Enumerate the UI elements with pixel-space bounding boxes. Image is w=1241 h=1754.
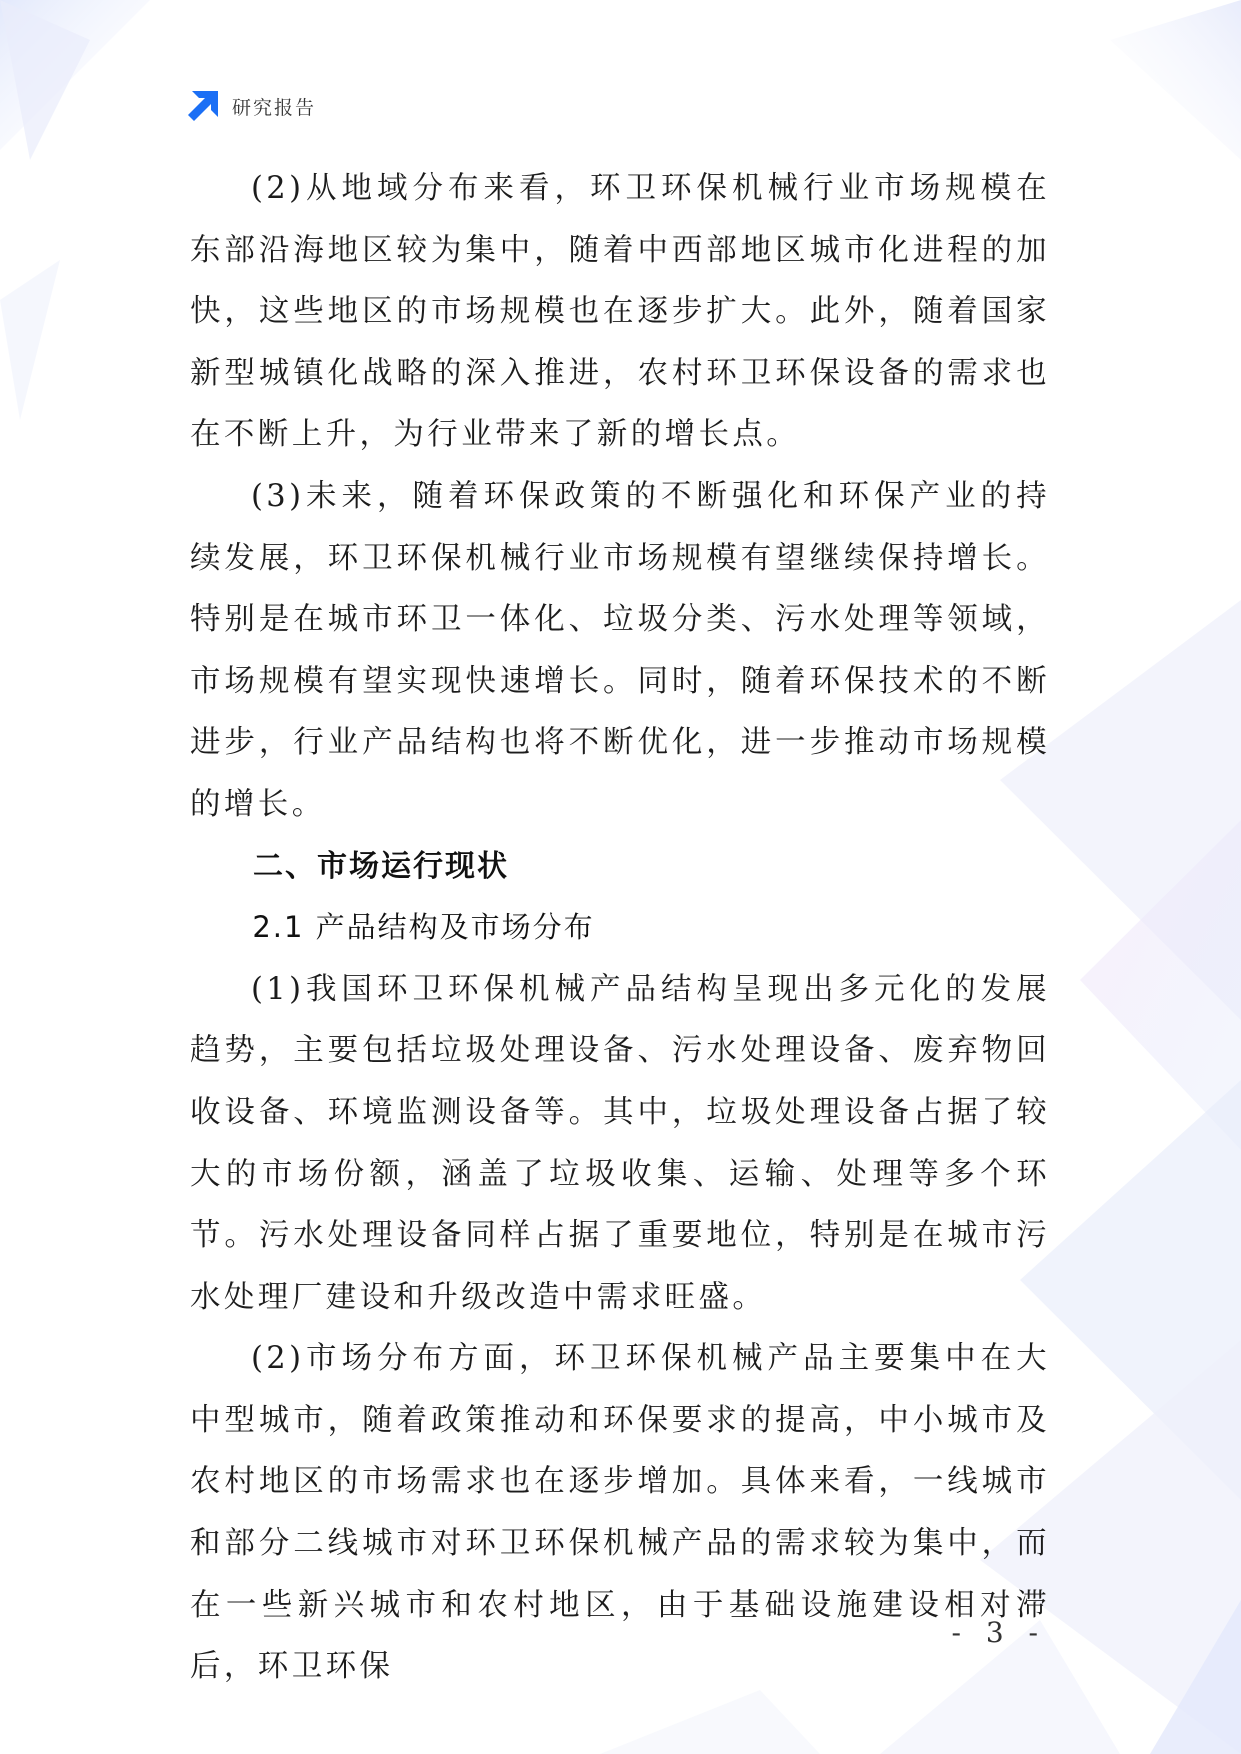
subsection-heading: 2.1 产品结构及市场分布 xyxy=(252,910,595,945)
paragraph: (3)未来，随着环保政策的不断强化和环保产业的持续发展，环卫环保机械行业市场规模有望继续保持增长。特别是在城市环卫一体化、垃圾分类、污水处理等领域，市场规模有望实现快速增长。同时，随着环保技术的不断进步，行业产品结构也将不断优化，进一步推动市场规模的增长。 xyxy=(190,478,1050,822)
report-header xyxy=(186,88,316,124)
page-number: - 3 - xyxy=(951,1616,1046,1649)
arrow-logo-icon xyxy=(186,89,220,123)
section-heading: 二、市场运行现状 xyxy=(253,848,509,884)
header-label: 研究报告 xyxy=(232,96,317,119)
document-body xyxy=(190,158,1050,1698)
paragraph: (2)市场分布方面，环卫环保机械产品主要集中在大中型城市，随着政策推动和环保要求的提高，中小城市及农村地区的市场需求也在逐步增加。具体来看，一线城市和部分二线城市对环卫环保机械产品的需求较为集中，而在一些新兴城市和农村地区，由于基础设施建设相对滞后，环卫环保 xyxy=(190,1341,1050,1685)
paragraph: (1)我国环卫环保机械产品结构呈现出多元化的发展趋势，主要包括垃圾处理设备、污水处理设备、废弃物回收设备、环境监测设备等。其中，垃圾处理设备占据了较大的市场份额，涵盖了垃圾收集、运输、处理等多个环节。污水处理设备同样占据了重要地位，特别是在城市污水处理厂建设和升级改造中需求旺盛。 xyxy=(190,971,1050,1315)
paragraph: (2)从地域分布来看，环卫环保机械行业市场规模在东部沿海地区较为集中，随着中西部地区城市化进程的加快，这些地区的市场规模也在逐步扩大。此外，随着国家新型城镇化战略的深入推进，农村环卫环保设备的需求也在不断上升，为行业带来了新的增长点。 xyxy=(190,171,1050,453)
